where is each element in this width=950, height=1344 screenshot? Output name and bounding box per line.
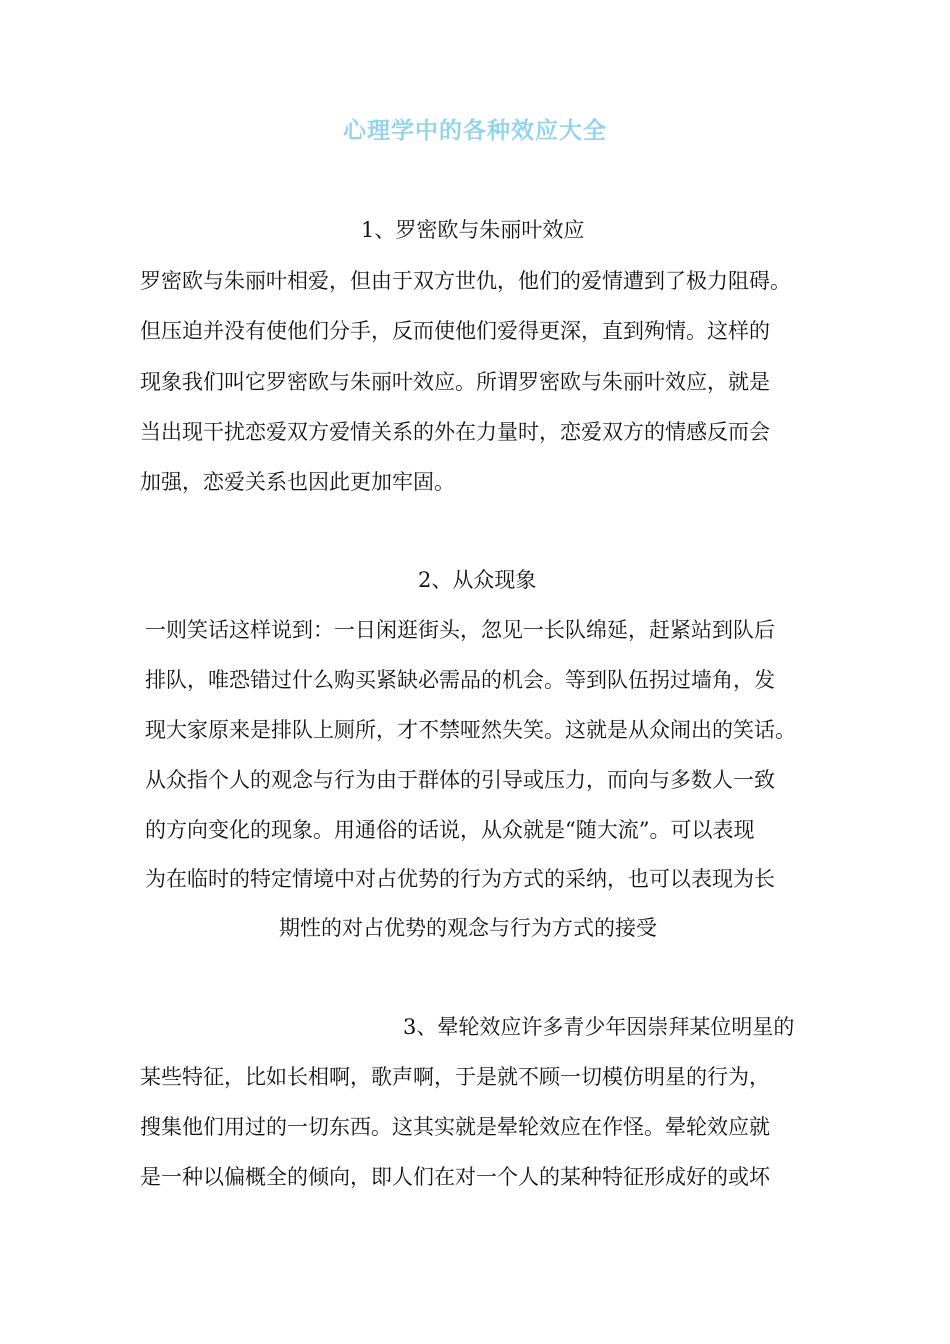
paragraph-line: 的方向变化的现象。用通俗的话说，从众就是“随大流”。可以表现: [145, 818, 755, 842]
document-title: 心理学中的各种效应大全: [343, 118, 607, 144]
paragraph-line: 当出现干扰恋爱双方爱情关系的外在力量时，恋爱双方的情感反而会: [140, 420, 770, 444]
paragraph-line: 排队，唯恐错过什么购买紧缺必需品的机会。等到队伍拐过墙角，发: [145, 668, 775, 692]
section-heading: 2、从众现象: [418, 568, 537, 592]
paragraph-line: 罗密欧与朱丽叶相爱，但由于双方世仇，他们的爱情遭到了极力阻碍。: [140, 269, 791, 293]
paragraph-line: 是一种以偏概全的倾向，即人们在对一个人的某种特征形成好的或坏: [140, 1165, 770, 1189]
paragraph-line: 为在临时的特定情境中对占优势的行为方式的采纳，也可以表现为长: [145, 867, 775, 891]
paragraph-line: 但压迫并没有使他们分手，反而使他们爱得更深，直到殉情。这样的: [140, 319, 770, 343]
paragraph-line: 现象我们叫它罗密欧与朱丽叶效应。所谓罗密欧与朱丽叶效应，就是: [140, 370, 770, 394]
paragraph-line: 现大家原来是排队上厕所，才不禁哑然失笑。这就是从众闹出的笑话。: [145, 718, 796, 742]
section-heading: 1、罗密欧与朱丽叶效应: [361, 218, 585, 242]
paragraph-line: 从众指个人的观念与行为由于群体的引导或压力，而向与多数人一致: [145, 768, 775, 792]
paragraph-line: 某些特征，比如长相啊，歌声啊，于是就不顾一切模仿明星的行为，: [140, 1065, 770, 1089]
paragraph-line: 一则笑话这样说到：一日闲逛街头，忽见一长队绵延，赶紧站到队后: [145, 618, 775, 642]
paragraph-line: 期性的对占优势的观念与行为方式的接受: [279, 916, 657, 940]
section-heading: 3、晕轮效应许多青少年因崇拜某位明星的: [403, 1015, 795, 1039]
paragraph-line: 搜集他们用过的一切东西。这其实就是晕轮效应在作怪。晕轮效应就: [140, 1115, 770, 1139]
paragraph-line: 加强，恋爱关系也因此更加牢固。: [140, 470, 455, 494]
